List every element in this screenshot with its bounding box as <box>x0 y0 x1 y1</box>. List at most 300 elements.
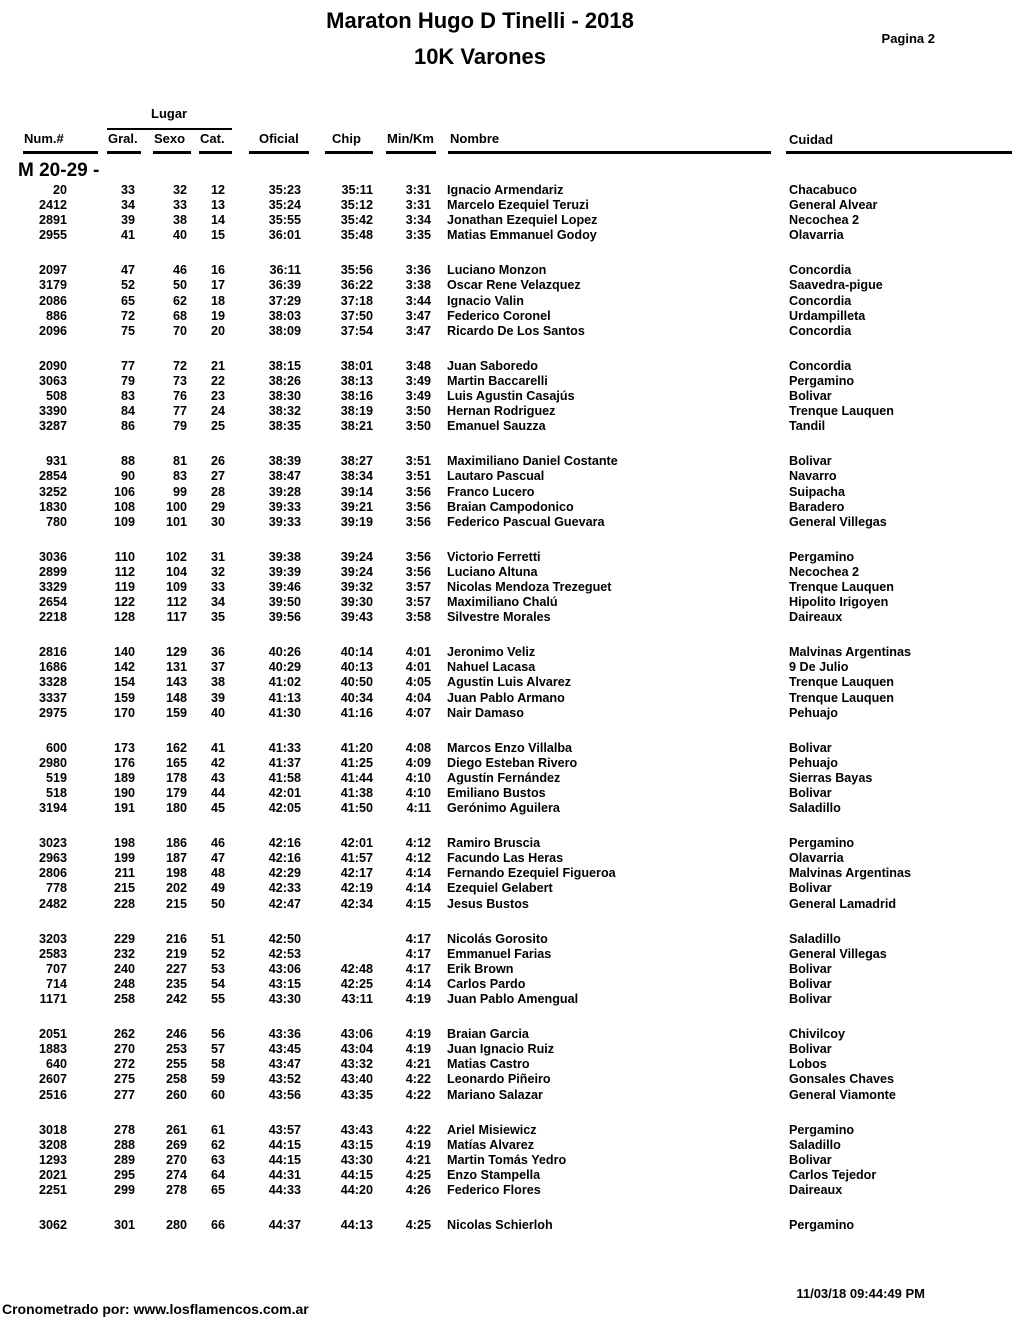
chip-time: 42:01 <box>340 836 373 851</box>
chip-time: 43:04 <box>340 1042 373 1057</box>
table-row <box>0 485 1024 500</box>
table-row <box>0 851 1024 866</box>
place-category: 47 <box>210 851 225 866</box>
col-header-nombre: Nombre <box>450 131 500 146</box>
bib-number: 640 <box>45 1057 67 1072</box>
runner-city: Pergamino <box>789 1218 855 1233</box>
official-time: 38:32 <box>268 404 301 419</box>
place-gender: 261 <box>165 1122 187 1137</box>
bib-number: 3203 <box>38 931 67 946</box>
chip-time: 41:57 <box>340 851 373 866</box>
place-category: 28 <box>210 484 225 499</box>
place-category: 65 <box>210 1182 225 1197</box>
place-gender: 83 <box>172 469 187 484</box>
runner-name: Luis Agustin Casajús <box>447 389 575 404</box>
place-overall: 108 <box>113 499 135 514</box>
place-category: 55 <box>210 992 225 1007</box>
runner-name: Agustín Fernández <box>447 770 561 785</box>
table-row <box>0 183 1024 198</box>
runner-name: Leonardo Piñeiro <box>447 1072 551 1087</box>
official-time: 38:15 <box>268 358 301 373</box>
runner-city: Bolivar <box>789 389 832 404</box>
header-rule <box>786 151 1012 154</box>
table-row <box>0 645 1024 660</box>
place-category: 59 <box>210 1072 225 1087</box>
chip-time: 44:13 <box>340 1218 373 1233</box>
place-gender: 131 <box>165 660 187 675</box>
runner-name: Juan Pablo Armano <box>447 690 565 705</box>
place-category: 12 <box>210 183 225 197</box>
pace: 4:19 <box>405 1137 431 1152</box>
bib-number: 2051 <box>38 1027 67 1042</box>
place-category: 51 <box>210 931 225 946</box>
runner-name: Mariano Salazar <box>447 1087 543 1102</box>
place-overall: 140 <box>113 645 135 660</box>
result-group <box>0 1218 1024 1233</box>
bib-number: 2412 <box>38 198 67 213</box>
place-gender: 227 <box>165 961 187 976</box>
chip-time: 44:20 <box>340 1182 373 1197</box>
place-overall: 77 <box>120 358 135 373</box>
official-time: 38:35 <box>268 419 301 434</box>
bib-number: 886 <box>45 308 67 323</box>
runner-name: Enzo Stampella <box>447 1167 541 1182</box>
official-time: 38:39 <box>268 454 301 469</box>
runner-city: 9 De Julio <box>789 660 849 675</box>
bib-number: 2096 <box>38 323 67 338</box>
bib-number: 3208 <box>38 1137 67 1152</box>
bib-number: 1883 <box>38 1042 67 1057</box>
place-overall: 190 <box>113 786 135 800</box>
place-gender: 99 <box>172 484 187 499</box>
chip-time: 40:50 <box>340 675 373 690</box>
bib-number: 3036 <box>38 549 67 564</box>
chip-time: 39:24 <box>340 549 373 564</box>
runner-city: Bolivar <box>789 961 832 976</box>
runner-name: Juan Pablo Amengual <box>447 992 579 1007</box>
table-row <box>0 1218 1024 1233</box>
runner-name: Jonathan Ezequiel Lopez <box>447 213 598 228</box>
runner-city: Baradero <box>789 499 845 514</box>
bib-number: 2806 <box>38 866 67 881</box>
place-category: 49 <box>210 881 225 896</box>
chip-time: 43:35 <box>340 1087 373 1102</box>
bib-number: 2899 <box>38 564 67 579</box>
place-gender: 258 <box>165 1072 187 1087</box>
place-category: 45 <box>210 801 225 816</box>
bib-number: 3063 <box>38 373 67 388</box>
chip-time: 38:19 <box>340 404 373 419</box>
place-gender: 270 <box>165 1152 187 1167</box>
table-row <box>0 309 1024 324</box>
place-category: 57 <box>210 1042 225 1057</box>
pace: 4:21 <box>405 1152 431 1167</box>
result-group <box>0 741 1024 816</box>
official-time: 42:16 <box>268 836 301 851</box>
official-time: 39:33 <box>268 499 301 514</box>
place-gender: 198 <box>165 866 187 881</box>
official-time: 41:30 <box>268 705 301 720</box>
runner-name: Carlos Pardo <box>447 976 526 991</box>
chip-time: 39:19 <box>340 514 373 529</box>
col-header-num: Num.# <box>24 131 64 146</box>
place-overall: 128 <box>113 610 135 625</box>
official-time: 42:33 <box>268 881 301 896</box>
place-category: 29 <box>210 499 225 514</box>
pace: 4:25 <box>405 1218 431 1233</box>
table-row <box>0 932 1024 947</box>
pace: 3:47 <box>405 308 431 323</box>
chip-time: 37:54 <box>340 323 373 338</box>
place-gender: 62 <box>172 293 187 308</box>
chip-time: 39:21 <box>340 499 373 514</box>
chip-time: 38:13 <box>340 373 373 388</box>
place-gender: 235 <box>165 976 187 991</box>
place-overall: 41 <box>120 228 135 243</box>
place-gender: 100 <box>165 499 187 514</box>
pace: 3:34 <box>405 213 431 228</box>
place-overall: 289 <box>113 1152 135 1167</box>
runner-name: Jesus Bustos <box>447 896 529 911</box>
pace: 4:08 <box>405 740 431 755</box>
place-category: 35 <box>210 610 225 625</box>
chip-time: 39:14 <box>340 484 373 499</box>
chip-time: 41:38 <box>340 786 373 800</box>
official-time: 44:37 <box>268 1218 301 1233</box>
runner-city: Bolivar <box>789 881 832 896</box>
pace: 3:57 <box>405 595 431 610</box>
chip-time: 38:21 <box>340 419 373 434</box>
place-gender: 79 <box>172 419 187 434</box>
table-row <box>0 515 1024 530</box>
place-overall: 191 <box>113 801 135 816</box>
runner-city: Trenque Lauquen <box>789 404 894 419</box>
place-overall: 86 <box>120 419 135 434</box>
pace: 4:10 <box>405 786 431 800</box>
place-gender: 33 <box>172 198 187 213</box>
official-time: 39:56 <box>268 610 301 625</box>
runner-city: Necochea 2 <box>789 213 860 228</box>
table-row <box>0 741 1024 756</box>
table-row <box>0 198 1024 213</box>
runner-name: Oscar Rene Velazquez <box>447 278 581 293</box>
chip-time: 38:16 <box>340 389 373 404</box>
chip-time: 40:34 <box>340 690 373 705</box>
place-overall: 75 <box>120 323 135 338</box>
result-group <box>0 932 1024 1007</box>
bib-number: 3329 <box>38 579 67 594</box>
runner-name: Luciano Monzon <box>447 263 547 278</box>
place-overall: 258 <box>113 992 135 1007</box>
place-overall: 154 <box>113 675 135 690</box>
runner-name: Ignacio Armendariz <box>447 183 564 197</box>
table-row <box>0 675 1024 690</box>
place-gender: 104 <box>165 564 187 579</box>
chip-time: 35:48 <box>340 228 373 243</box>
bib-number: 2963 <box>38 851 67 866</box>
header-rule <box>23 151 98 154</box>
bib-number: 3062 <box>38 1218 67 1233</box>
official-time: 39:39 <box>268 564 301 579</box>
bib-number: 20 <box>52 183 67 197</box>
official-time: 43:52 <box>268 1072 301 1087</box>
official-time: 39:38 <box>268 549 301 564</box>
runner-name: Ramiro Bruscia <box>447 836 541 851</box>
chip-time: 43:30 <box>340 1152 373 1167</box>
runner-name: Federico Pascual Guevara <box>447 514 605 529</box>
bib-number: 3337 <box>38 690 67 705</box>
bib-number: 1830 <box>38 499 67 514</box>
place-category: 27 <box>210 469 225 484</box>
official-time: 40:26 <box>268 645 301 660</box>
bib-number: 2097 <box>38 263 67 278</box>
place-overall: 270 <box>113 1042 135 1057</box>
bib-number: 2607 <box>38 1072 67 1087</box>
bib-number: 2583 <box>38 946 67 961</box>
category-heading: M 20-29 - <box>18 160 100 181</box>
bib-number: 2086 <box>38 293 67 308</box>
place-category: 23 <box>210 389 225 404</box>
table-row <box>0 1088 1024 1103</box>
place-category: 63 <box>210 1152 225 1167</box>
pace: 4:14 <box>405 881 431 896</box>
chip-time: 41:44 <box>340 770 373 785</box>
chip-time: 37:50 <box>340 308 373 323</box>
runner-city: Saavedra-pigue <box>789 278 883 293</box>
table-row <box>0 580 1024 595</box>
place-category: 54 <box>210 976 225 991</box>
chip-time: 43:15 <box>340 1137 373 1152</box>
place-gender: 46 <box>172 263 187 278</box>
place-gender: 159 <box>165 705 187 720</box>
col-header-cat: Cat. <box>200 131 225 146</box>
runner-city: Navarro <box>789 469 837 484</box>
place-category: 39 <box>210 690 225 705</box>
bib-number: 3252 <box>38 484 67 499</box>
table-row <box>0 595 1024 610</box>
place-gender: 278 <box>165 1182 187 1197</box>
pace: 4:01 <box>405 645 431 660</box>
place-gender: 102 <box>165 549 187 564</box>
runner-city: Daireaux <box>789 1182 843 1197</box>
place-overall: 79 <box>120 373 135 388</box>
place-category: 21 <box>210 358 225 373</box>
table-row <box>0 706 1024 721</box>
place-category: 42 <box>210 755 225 770</box>
runner-name: Erik Brown <box>447 961 514 976</box>
table-row <box>0 756 1024 771</box>
bib-number: 508 <box>45 389 67 404</box>
runner-city: Bolivar <box>789 1042 832 1057</box>
table-row <box>0 469 1024 484</box>
table-row <box>0 947 1024 962</box>
runner-name: Agustin Luis Alvarez <box>447 675 572 690</box>
result-group <box>0 359 1024 434</box>
pace: 4:19 <box>405 992 431 1007</box>
place-category: 37 <box>210 660 225 675</box>
runner-name: Juan Ignacio Ruiz <box>447 1042 555 1057</box>
runner-city: Bolivar <box>789 976 832 991</box>
place-category: 14 <box>210 213 225 228</box>
runner-city: Bolivar <box>789 992 832 1007</box>
header-rule <box>153 151 191 154</box>
place-gender: 202 <box>165 881 187 896</box>
place-gender: 101 <box>165 514 187 529</box>
chip-time: 43:43 <box>340 1122 373 1137</box>
table-row <box>0 359 1024 374</box>
place-category: 40 <box>210 705 225 720</box>
official-time: 43:36 <box>268 1027 301 1042</box>
pace: 4:10 <box>405 770 431 785</box>
chip-time: 42:34 <box>340 896 373 911</box>
place-gender: 109 <box>165 579 187 594</box>
pace: 4:22 <box>405 1087 431 1102</box>
official-time: 41:13 <box>268 690 301 705</box>
official-time: 42:29 <box>268 866 301 881</box>
runner-city: General Alvear <box>789 198 878 213</box>
runner-city: Tandil <box>789 419 826 434</box>
runner-name: Martin Baccarelli <box>447 373 548 388</box>
runner-city: Carlos Tejedor <box>789 1167 877 1182</box>
place-gender: 215 <box>165 896 187 911</box>
place-category: 62 <box>210 1137 225 1152</box>
place-category: 15 <box>210 228 225 243</box>
pace: 3:47 <box>405 323 431 338</box>
pace: 3:50 <box>405 404 431 419</box>
official-time: 38:03 <box>268 308 301 323</box>
table-row <box>0 1072 1024 1087</box>
pace: 4:22 <box>405 1122 431 1137</box>
runner-city: General Villegas <box>789 514 887 529</box>
pace: 4:26 <box>405 1182 431 1197</box>
runner-city: Olavarria <box>789 851 844 866</box>
place-overall: 72 <box>120 308 135 323</box>
place-gender: 180 <box>165 801 187 816</box>
runner-city: Malvinas Argentinas <box>789 645 912 660</box>
table-row <box>0 786 1024 801</box>
bib-number: 2816 <box>38 645 67 660</box>
official-time: 43:15 <box>268 976 301 991</box>
place-overall: 198 <box>113 836 135 851</box>
place-gender: 50 <box>172 278 187 293</box>
place-overall: 275 <box>113 1072 135 1087</box>
header-rule <box>199 151 232 154</box>
place-category: 18 <box>210 293 225 308</box>
runner-city: Pergamino <box>789 836 855 851</box>
place-overall: 106 <box>113 484 135 499</box>
official-time: 39:33 <box>268 514 301 529</box>
runner-city: Pehuajo <box>789 755 838 770</box>
runner-name: Franco Lucero <box>447 484 535 499</box>
place-gender: 112 <box>166 595 187 610</box>
pace: 4:12 <box>405 836 431 851</box>
chip-time: 43:11 <box>341 992 373 1007</box>
official-time: 38:47 <box>268 469 301 484</box>
place-category: 24 <box>210 404 225 419</box>
place-overall: 109 <box>113 514 135 529</box>
pace: 4:09 <box>405 755 431 770</box>
chip-time: 39:32 <box>340 579 373 594</box>
result-group <box>0 454 1024 529</box>
bib-number: 2516 <box>38 1087 67 1102</box>
runner-name: Emiliano Bustos <box>447 786 546 800</box>
result-group <box>0 645 1024 720</box>
runner-city: Olavarria <box>789 228 844 243</box>
place-gender: 148 <box>165 690 187 705</box>
table-row <box>0 389 1024 404</box>
place-overall: 288 <box>113 1137 135 1152</box>
runner-city: General Villegas <box>789 946 887 961</box>
runner-name: Marcelo Ezequiel Teruzi <box>447 198 589 213</box>
runner-city: Bolivar <box>789 786 832 800</box>
chip-time: 40:14 <box>340 645 373 660</box>
place-overall: 112 <box>114 564 135 579</box>
runner-city: Bolivar <box>789 1152 832 1167</box>
official-time: 39:28 <box>268 484 301 499</box>
table-row <box>0 263 1024 278</box>
table-row <box>0 565 1024 580</box>
official-time: 36:01 <box>268 228 301 243</box>
pace: 4:17 <box>405 931 431 946</box>
place-category: 52 <box>210 946 225 961</box>
place-overall: 248 <box>113 976 135 991</box>
runner-name: Silvestre Morales <box>447 610 551 625</box>
place-overall: 110 <box>114 549 135 564</box>
runner-city: Urdampilleta <box>789 308 866 323</box>
place-gender: 32 <box>172 183 187 197</box>
header-rule <box>448 151 771 154</box>
table-row <box>0 801 1024 816</box>
chip-time: 41:25 <box>340 755 373 770</box>
runner-name: Nahuel Lacasa <box>447 660 536 675</box>
place-gender: 70 <box>172 323 187 338</box>
chip-time: 43:06 <box>340 1027 373 1042</box>
place-gender: 242 <box>165 992 187 1007</box>
place-overall: 39 <box>120 213 135 228</box>
pace: 4:17 <box>405 961 431 976</box>
page-number: Pagina 2 <box>881 31 935 46</box>
runner-name: Diego Esteban Rivero <box>447 755 578 770</box>
place-overall: 232 <box>113 946 135 961</box>
bib-number: 2975 <box>38 705 67 720</box>
bib-number: 2218 <box>38 610 67 625</box>
table-row <box>0 866 1024 881</box>
pace: 4:17 <box>405 946 431 961</box>
official-time: 38:30 <box>268 389 301 404</box>
chip-time: 42:48 <box>340 961 373 976</box>
runner-name: Nicolas Schierloh <box>447 1218 553 1233</box>
results-table <box>0 183 1024 1253</box>
official-time: 43:06 <box>268 961 301 976</box>
runner-name: Gerónimo Aguilera <box>447 801 560 816</box>
place-gender: 246 <box>165 1027 187 1042</box>
place-overall: 299 <box>113 1182 135 1197</box>
table-row <box>0 1123 1024 1138</box>
bib-number: 1293 <box>38 1152 67 1167</box>
official-time: 40:29 <box>268 660 301 675</box>
bib-number: 518 <box>45 786 67 800</box>
official-time: 43:47 <box>268 1057 301 1072</box>
runner-city: Saladillo <box>789 1137 841 1152</box>
official-time: 36:39 <box>268 278 301 293</box>
bib-number: 2251 <box>38 1182 67 1197</box>
chip-time: 35:11 <box>341 183 373 197</box>
runner-name: Martin Tomás Yedro <box>447 1152 567 1167</box>
pace: 3:36 <box>405 263 431 278</box>
bib-number: 2090 <box>38 358 67 373</box>
table-row <box>0 324 1024 339</box>
runner-name: Matias Castro <box>447 1057 530 1072</box>
